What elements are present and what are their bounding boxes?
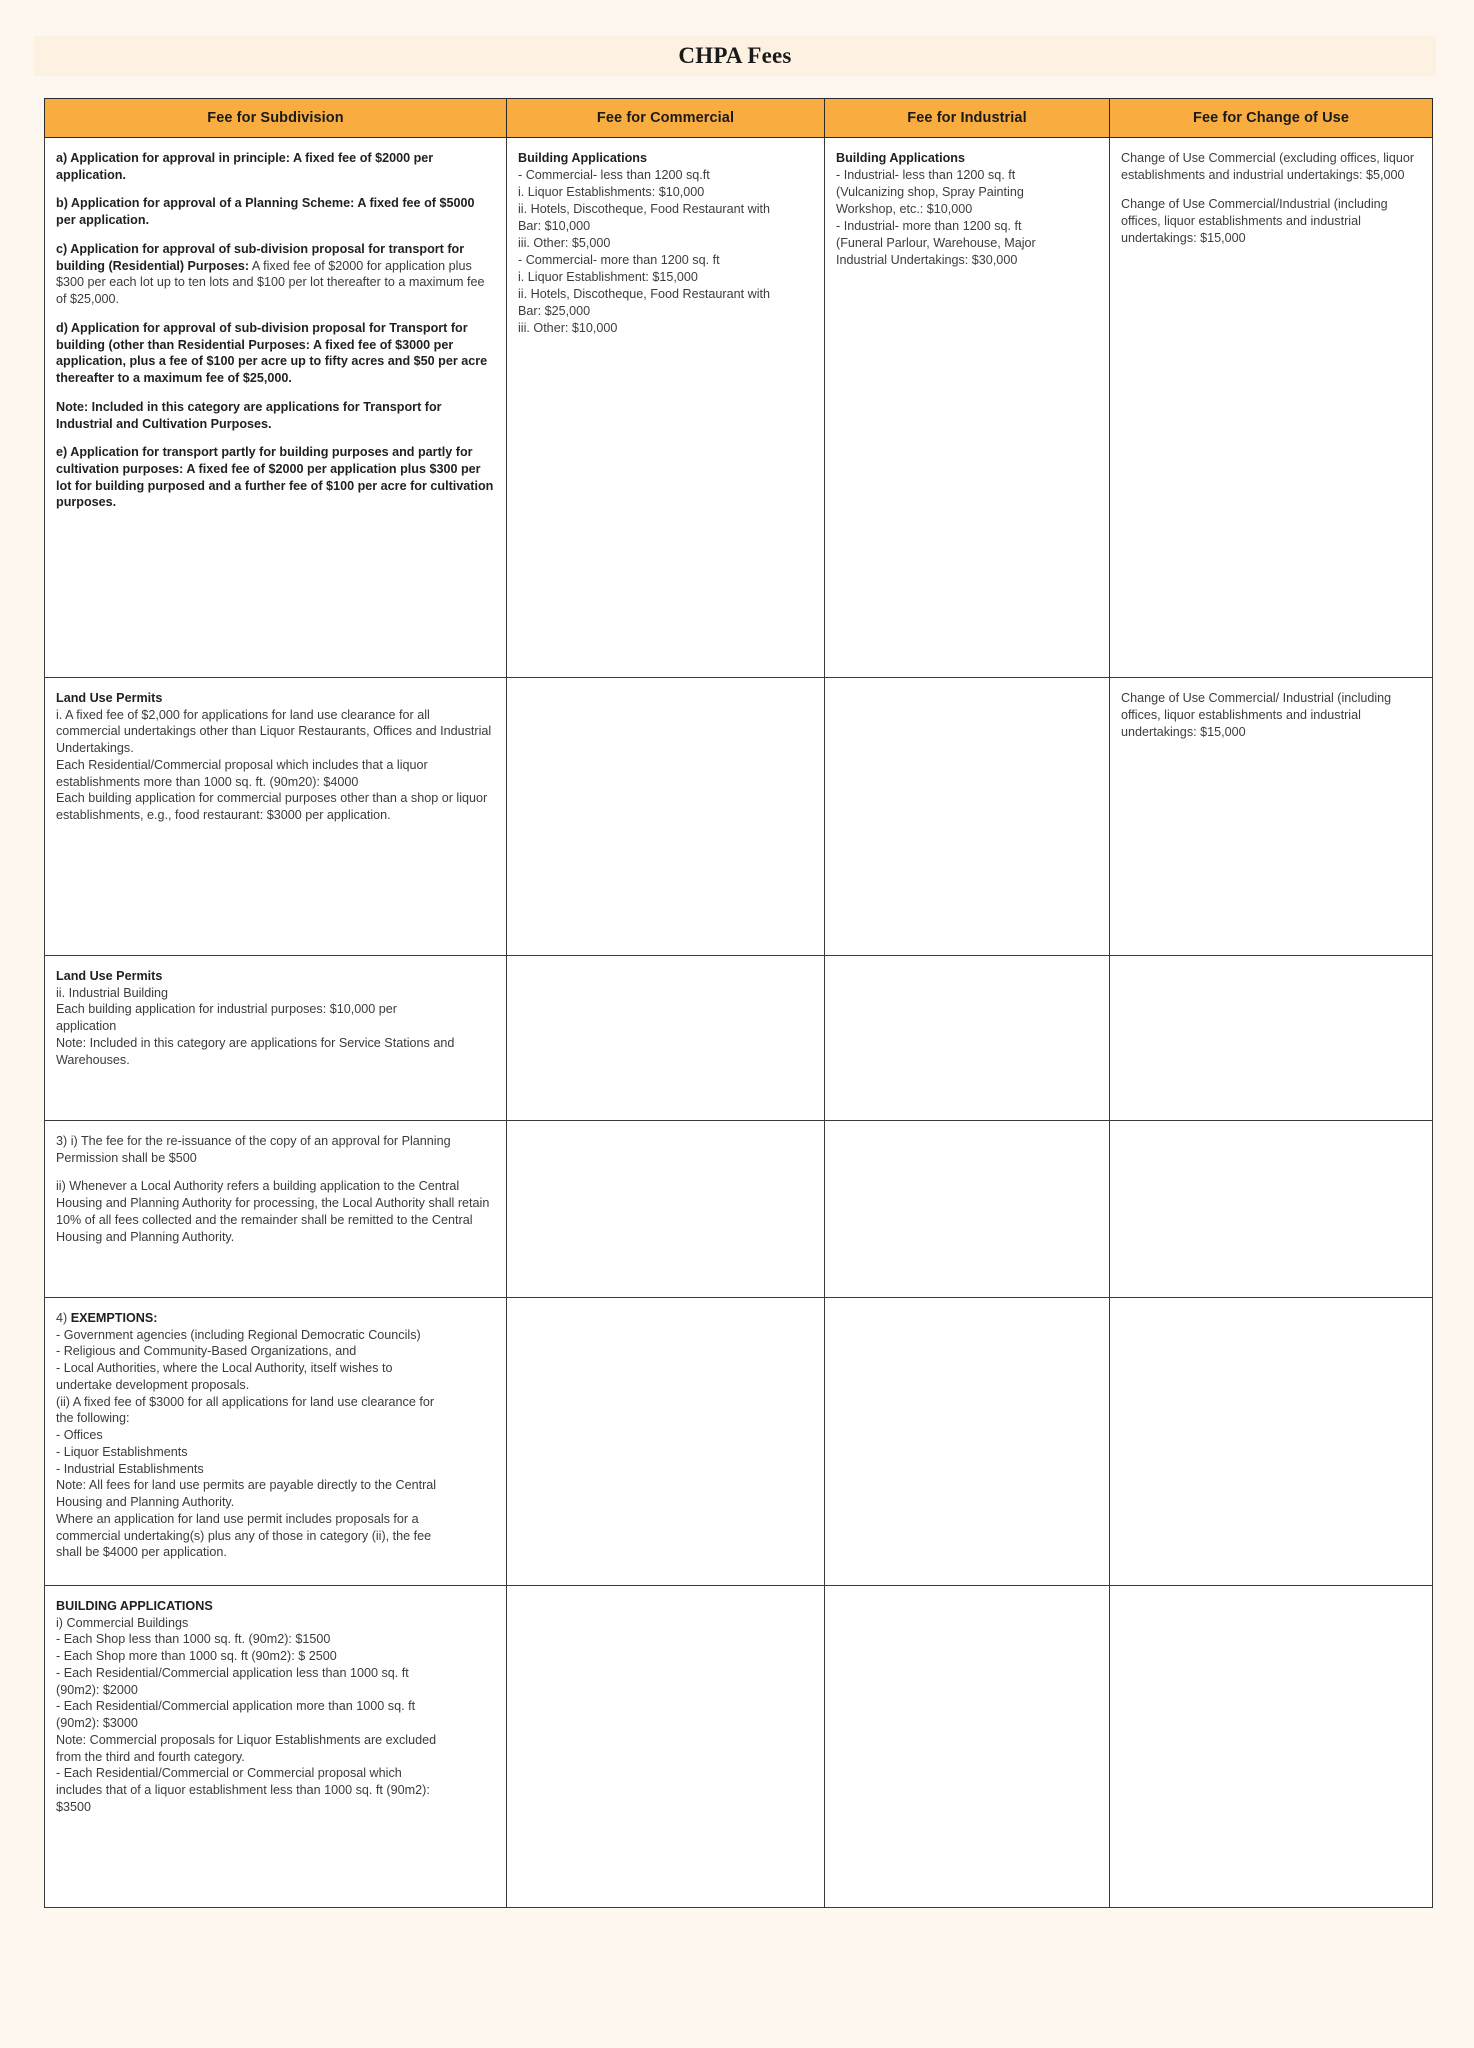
fee-item-c-label: c) Application for approval of sub-division proposal for transport for building (Residential) Purposes: — [56, 241, 465, 273]
building-applications-l3: - Each Residential/Commercial application less than 1000 sq. ft — [56, 1665, 409, 1680]
commercial-g2-l1: - Commercial- more than 1200 sq. ft — [518, 253, 720, 267]
fee-item-note: Note: Included in this category are applications for Transport for Industrial and Cultivation Purposes. — [56, 399, 442, 431]
local-authority-p2: ii) Whenever a Local Authority refers a building application to the Central Housing and Planning Authority for processing, the Local Authority shall retain 10% of all fees collected and the remainder shall be remitted to the Central Housing and Planning Authority. — [56, 1179, 490, 1244]
cell-commercial-1 — [507, 138, 825, 678]
cell-industrial-4 — [825, 1121, 1110, 1298]
land-use-permits-p1: i. A fixed fee of $2,000 for applications for land use clearance for all commercial undertakings other than Liquor Restaurants, Offices and Industrial Undertakings. — [56, 707, 492, 756]
commercial-g1-l4: Bar: $10,000 — [518, 219, 591, 233]
commercial-g2-l2: i. Liquor Establishment: $15,000 — [518, 270, 698, 284]
building-applications-block — [56, 1598, 495, 1816]
table-row — [45, 956, 1433, 1121]
exemptions-l13: commercial undertaking(s) plus any of those in category (ii), the fee — [56, 1528, 432, 1543]
building-applications-l9: - Each Residential/Commercial or Commercial proposal which — [56, 1766, 402, 1781]
cell-subdivision-4 — [45, 1121, 507, 1298]
building-applications-l11: $3500 — [56, 1799, 92, 1814]
cell-commercial-3 — [507, 956, 825, 1121]
fee-item-a: a) Application for approval in principle: A fixed fee of $2000 per application. — [56, 151, 434, 182]
cell-commercial-4 — [507, 1121, 825, 1298]
table-header-row — [45, 99, 1433, 138]
building-applications-l5: - Each Residential/Commercial application more than 1000 sq. ft — [56, 1699, 416, 1714]
table-body — [45, 138, 1433, 1908]
exemptions-heading: EXEMPTIONS: — [70, 1311, 158, 1325]
cell-subdivision-1 — [45, 138, 507, 678]
column-header-industrial: Fee for Industrial — [825, 99, 1110, 138]
column-header-subdivision: Fee for Subdivision — [45, 99, 507, 138]
exemptions-l2: - Religious and Community-Based Organizations, and — [56, 1344, 357, 1359]
building-applications-l8: from the third and fourth category. — [56, 1749, 245, 1764]
land-use-permits-2-l3: application — [56, 1019, 117, 1034]
fee-item-b: b) Application for approval of a Planning Scheme: A fixed fee of $5000 per application. — [56, 196, 475, 228]
commercial-g2-l3: ii. Hotels, Discotheque, Food Restaurant with — [518, 287, 770, 301]
exemptions-l8: - Liquor Establishments — [56, 1444, 188, 1459]
exemptions-l3: - Local Authorities, where the Local Authority, itself wishes to — [56, 1361, 393, 1376]
cell-subdivision-3 — [45, 956, 507, 1121]
industrial-g2-l2: (Funeral Parlour, Warehouse, Major — [836, 236, 1036, 250]
cell-industrial-1 — [825, 138, 1110, 678]
cell-industrial-3 — [825, 956, 1110, 1121]
reissuance-fee-p1: 3) i) The fee for the re-issuance of the copy of an approval for Planning Permission shall be $500 — [56, 1134, 451, 1165]
commercial-heading: Building Applications — [518, 151, 647, 165]
land-use-permits-2-heading: Land Use Permits — [56, 969, 163, 983]
page-title: CHPA Fees — [678, 43, 792, 68]
industrial-heading: Building Applications — [836, 151, 965, 165]
change-of-use-p1: Change of Use Commercial (excluding offices, liquor establishments and industrial undertakings: $5,000 — [1121, 151, 1415, 182]
commercial-g2-l4: Bar: $25,000 — [518, 304, 591, 318]
building-applications-l10: includes that of a liquor establishment less than 1000 sq. ft (90m2): — [56, 1783, 430, 1798]
building-applications-l4: (90m2): $2000 — [56, 1682, 138, 1697]
exemptions-l1: - Government agencies (including Regional Democratic Councils) — [56, 1327, 421, 1342]
cell-commercial-6 — [507, 1586, 825, 1908]
exemptions-l12: Where an application for land use permit includes proposals for a — [56, 1511, 419, 1526]
land-use-permits-2-l1: ii. Industrial Building — [56, 985, 169, 1000]
exemptions-block — [56, 1310, 495, 1561]
building-applications-subheading: i) Commercial Buildings — [56, 1615, 189, 1630]
cell-industrial-6 — [825, 1586, 1110, 1908]
building-applications-l2: - Each Shop more than 1000 sq. ft (90m2): $ 2500 — [56, 1649, 337, 1664]
exemptions-l7: - Offices — [56, 1428, 103, 1443]
chpa-fees-table — [44, 98, 1433, 1908]
industrial-g1-l2: (Vulcanizing shop, Spray Painting — [836, 185, 1024, 199]
exemptions-l14: shall be $4000 per application. — [56, 1545, 227, 1560]
exemptions-l11: Housing and Planning Authority. — [56, 1495, 235, 1510]
table-row — [45, 1121, 1433, 1298]
building-applications-l7: Note: Commercial proposals for Liquor Establishments are excluded — [56, 1732, 437, 1747]
cell-change-of-use-3 — [1110, 956, 1433, 1121]
table-row — [45, 1298, 1433, 1586]
cell-change-of-use-2 — [1110, 678, 1433, 956]
cell-industrial-5 — [825, 1298, 1110, 1586]
fee-item-c — [56, 241, 495, 308]
fee-item-c-text: A fixed fee of $2000 for application plus $300 per each lot up to ten lots and $100 per lot thereafter to a maximum fee of $25,000. — [56, 258, 485, 307]
exemptions-l10: Note: All fees for land use permits are payable directly to the Central — [56, 1478, 437, 1493]
land-use-permits-heading: Land Use Permits — [56, 691, 163, 705]
exemptions-l6: the following: — [56, 1411, 130, 1426]
cell-subdivision-6 — [45, 1586, 507, 1908]
industrial-g2-l1: - Industrial- more than 1200 sq. ft — [836, 219, 1022, 233]
table-row — [45, 1586, 1433, 1908]
industrial-g1-l1: - Industrial- less than 1200 sq. ft — [836, 168, 1016, 182]
fee-item-d: d) Application for approval of sub-division proposal for Transport for building (other than Residential Purposes: A fixed fee of $3000 per application, plus a fee of $100 per acre up to fifty acres and $50 per acre thereafter to a maximum fee of $25,000. — [56, 320, 488, 386]
exemptions-l5: (ii) A fixed fee of $3000 for all applications for land use clearance for — [56, 1394, 435, 1409]
cell-change-of-use-4 — [1110, 1121, 1433, 1298]
building-applications-heading: BUILDING APPLICATIONS — [56, 1599, 213, 1613]
land-use-permits-2-note: Note: Included in this category are applications for Service Stations and Warehouses. — [56, 1035, 455, 1067]
cell-change-of-use-1 — [1110, 138, 1433, 678]
cell-change-of-use-6 — [1110, 1586, 1433, 1908]
document-title-bar — [34, 36, 1436, 76]
column-header-commercial: Fee for Commercial — [507, 99, 825, 138]
land-use-permits-block-2 — [56, 968, 495, 1068]
table-header — [45, 99, 1433, 138]
exemptions-l4: undertake development proposals. — [56, 1377, 250, 1392]
exemptions-l9: - Industrial Establishments — [56, 1461, 204, 1476]
land-use-permits-2-l2: Each building application for industrial purposes: $10,000 per — [56, 1002, 397, 1017]
land-use-permits-p2: Each Residential/Commercial proposal which includes that a liquor establishments more than 1000 sq. ft. (90m20): $4000 — [56, 757, 428, 789]
cell-industrial-2 — [825, 678, 1110, 956]
commercial-g1-l5: iii. Other: $5,000 — [518, 236, 611, 250]
land-use-permits-p3: Each building application for commercial purposes other than a shop or liquor establishments, e.g., food restaurant: $3000 per application. — [56, 791, 488, 823]
fee-item-e: e) Application for transport partly for building purposes and partly for cultivation purposes: A fixed fee of $2000 per application plus $300 per lot for building purposed and a further fee of $100 per acre for cultivation purposes. — [56, 445, 494, 510]
industrial-g2-l3: Industrial Undertakings: $30,000 — [836, 253, 1018, 267]
change-of-use-row2-p1: Change of Use Commercial/ Industrial (including offices, liquor establishments and industrial undertakings: $15,000 — [1121, 691, 1392, 739]
industrial-building-applications — [836, 150, 1098, 269]
commercial-g1-l1: - Commercial- less than 1200 sq.ft — [518, 168, 710, 182]
column-header-change-of-use: Fee for Change of Use — [1110, 99, 1433, 138]
cell-commercial-5 — [507, 1298, 825, 1586]
industrial-g1-l3: Workshop, etc.: $10,000 — [836, 202, 973, 216]
cell-subdivision-2 — [45, 678, 507, 956]
commercial-building-applications — [518, 150, 813, 337]
table-row — [45, 678, 1433, 956]
cell-commercial-2 — [507, 678, 825, 956]
commercial-g1-l2: i. Liquor Establishments: $10,000 — [518, 185, 705, 199]
table-row — [45, 138, 1433, 678]
cell-subdivision-5 — [45, 1298, 507, 1586]
commercial-g1-l3: ii. Hotels, Discotheque, Food Restaurant with — [518, 202, 770, 216]
land-use-permits-block-1 — [56, 690, 495, 824]
change-of-use-p2: Change of Use Commercial/Industrial (including offices, liquor establishments and industrial undertakings: $15,000 — [1121, 197, 1388, 245]
building-applications-l1: - Each Shop less than 1000 sq. ft. (90m2): $1500 — [56, 1632, 331, 1647]
building-applications-l6: (90m2): $3000 — [56, 1716, 138, 1731]
exemptions-title-line — [56, 1310, 495, 1327]
commercial-g2-l5: iii. Other: $10,000 — [518, 321, 618, 335]
exemptions-number: 4) — [56, 1311, 71, 1325]
cell-change-of-use-5 — [1110, 1298, 1433, 1586]
